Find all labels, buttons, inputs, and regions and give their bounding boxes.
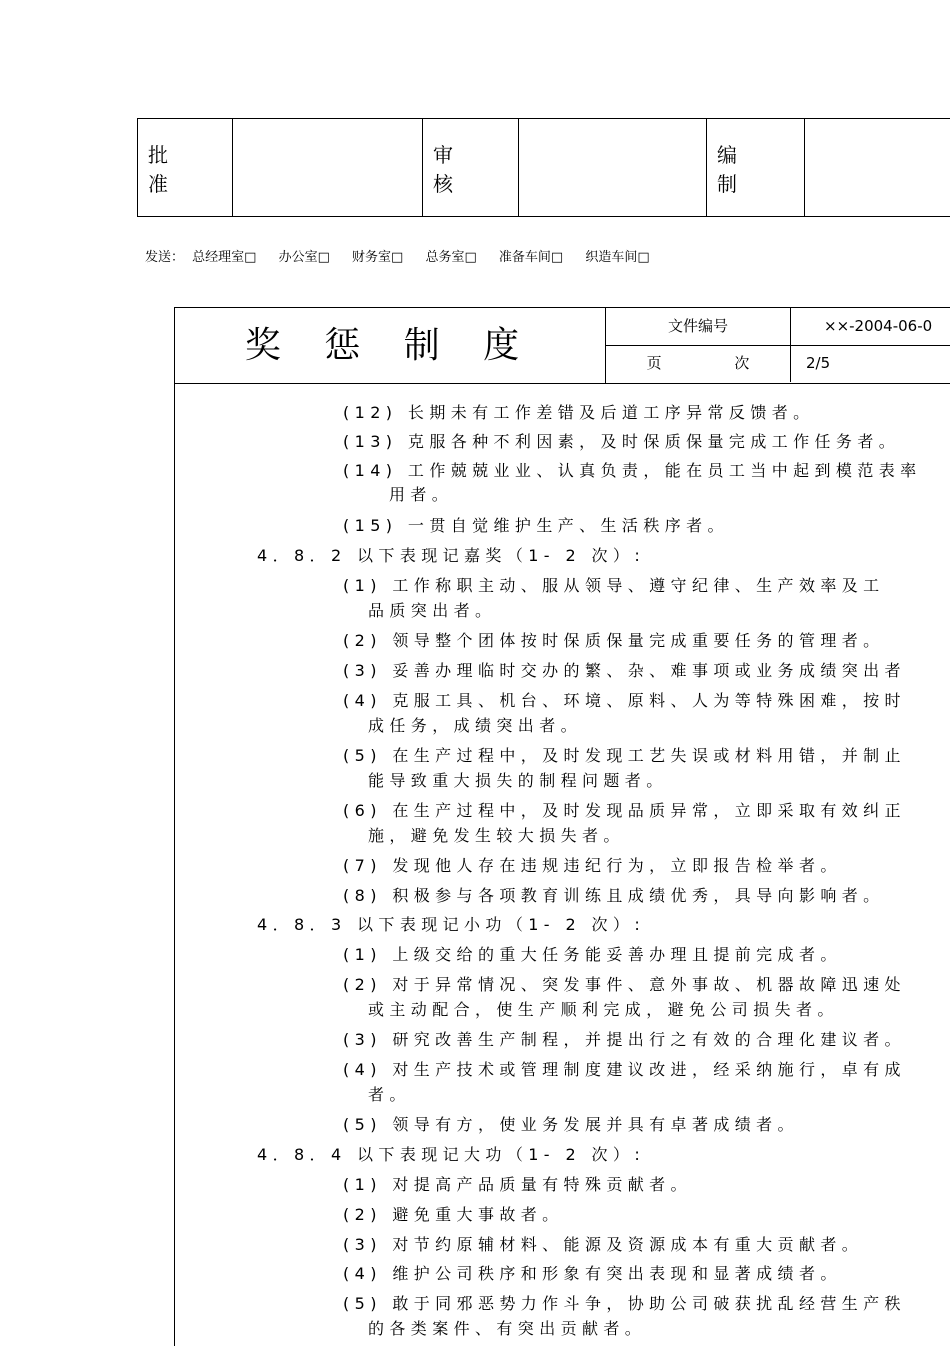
- review-signature-cell: [519, 119, 707, 217]
- review-label: 审 核: [423, 119, 519, 217]
- page-number-value: 2/5: [806, 345, 830, 381]
- distribution-item-finance: 财务室□: [352, 250, 403, 265]
- body-line: (4) 克服工具、机台、环境、原料、人为等特殊困难，按时: [343, 690, 906, 712]
- body-line: 能导致重大损失的制程问题者。: [368, 770, 668, 792]
- body-line: (5) 领导有方，使业务发展并具有卓著成绩者。: [343, 1114, 799, 1136]
- prepare-label: 编 制: [707, 119, 805, 217]
- body-line: (1) 工作称职主动、服从领导、遵守纪律、生产效率及工: [343, 575, 885, 597]
- distribution-item-prep-workshop: 准备车间□: [499, 250, 563, 265]
- body-line: (15) 一贯自觉维护生产、生活秩序者。: [343, 515, 729, 537]
- body-line: (1) 对提高产品质量有特殊贡献者。: [343, 1174, 692, 1196]
- body-line: 或主动配合，使生产顺利完成，避免公司损失者。: [368, 999, 839, 1021]
- body-line: (12) 长期未有工作差错及后道工序异常反馈者。: [343, 402, 815, 424]
- body-line: (5) 敢于同邪恶势力作斗争，协助公司破获扰乱经营生产秩: [343, 1293, 906, 1315]
- section-heading: 4．8．2 以下表现记嘉奖（1- 2 次）:: [257, 545, 645, 567]
- doc-number-value: ××-2004-06-0: [824, 308, 932, 344]
- body-line: 成任务，成绩突出者。: [368, 715, 582, 737]
- body-line: (2) 避免重大事故者。: [343, 1204, 564, 1226]
- body-line: (7) 发现他人存在违规违纪行为，立即报告检举者。: [343, 855, 842, 877]
- prepare-signature-cell: [805, 119, 950, 217]
- body-line: (2) 领导整个团体按时保质保量完成重要任务的管理者。: [343, 630, 885, 652]
- body-line: (4) 对生产技术或管理制度建议改进，经采纳施行，卓有成: [343, 1059, 906, 1081]
- distribution-list: [145, 246, 668, 265]
- body-line: (1) 上级交给的重大任务能妥善办理且提前完成者。: [343, 944, 842, 966]
- document-header: [175, 308, 950, 384]
- body-line: 的各类案件、有突出贡献者。: [368, 1318, 646, 1340]
- section-heading: 4．8．3 以下表现记小功（1- 2 次）:: [257, 914, 645, 936]
- distribution-item-gm-office: 总经理室□: [192, 250, 256, 265]
- body-line: (14) 工作兢兢业业、认真负责，能在员工当中起到模范表率: [343, 460, 922, 482]
- distribution-item-office: 办公室□: [279, 250, 330, 265]
- page-number-label: 页 次: [606, 345, 791, 382]
- body-line: (3) 妥善办理临时交办的繁、杂、难事项或业务成绩突出者: [343, 660, 906, 682]
- body-line: (4) 维护公司秩序和形象有突出表现和显著成绩者。: [343, 1263, 842, 1285]
- approve-label: 批 准: [138, 119, 233, 217]
- body-line: (2) 对于异常情况、突发事件、意外事故、机器故障迅速处: [343, 974, 906, 996]
- body-line: 施，避免发生较大损失者。: [368, 825, 625, 847]
- page-title: 奖 惩 制 度: [175, 308, 606, 383]
- body-line: (3) 研究改善生产制程，并提出行之有效的合理化建议者。: [343, 1029, 906, 1051]
- body-line: 品质突出者。: [368, 600, 496, 622]
- document-body: [175, 384, 950, 1344]
- distribution-item-weaving-workshop: 织造车间□: [585, 250, 649, 265]
- doc-number-row: [606, 308, 950, 346]
- body-line: (3) 对节约原辅材料、能源及资源成本有重大贡献者。: [343, 1234, 863, 1256]
- body-line: (6) 在生产过程中，及时发现品质异常，立即采取有效纠正: [343, 800, 906, 822]
- body-line: (8) 积极参与各项教育训练且成绩优秀，具导向影响者。: [343, 885, 885, 907]
- doc-number-label: 文件编号: [606, 308, 791, 345]
- page-number-row: [606, 345, 950, 382]
- body-line: 者。: [368, 1084, 411, 1106]
- section-heading: 4．8．4 以下表现记大功（1- 2 次）:: [257, 1144, 645, 1166]
- approval-table: [137, 118, 950, 217]
- body-line: (5) 在生产过程中，及时发现工艺失误或材料用错，并制止: [343, 745, 906, 767]
- distribution-item-general-affairs: 总务室□: [425, 250, 476, 265]
- body-line: 用者。: [389, 484, 453, 506]
- body-line: (13) 克服各种不利因素，及时保质保量完成工作任务者。: [343, 431, 900, 453]
- document-frame: [174, 307, 950, 1346]
- distribution-label: 发送：: [145, 250, 184, 265]
- approve-signature-cell: [233, 119, 423, 217]
